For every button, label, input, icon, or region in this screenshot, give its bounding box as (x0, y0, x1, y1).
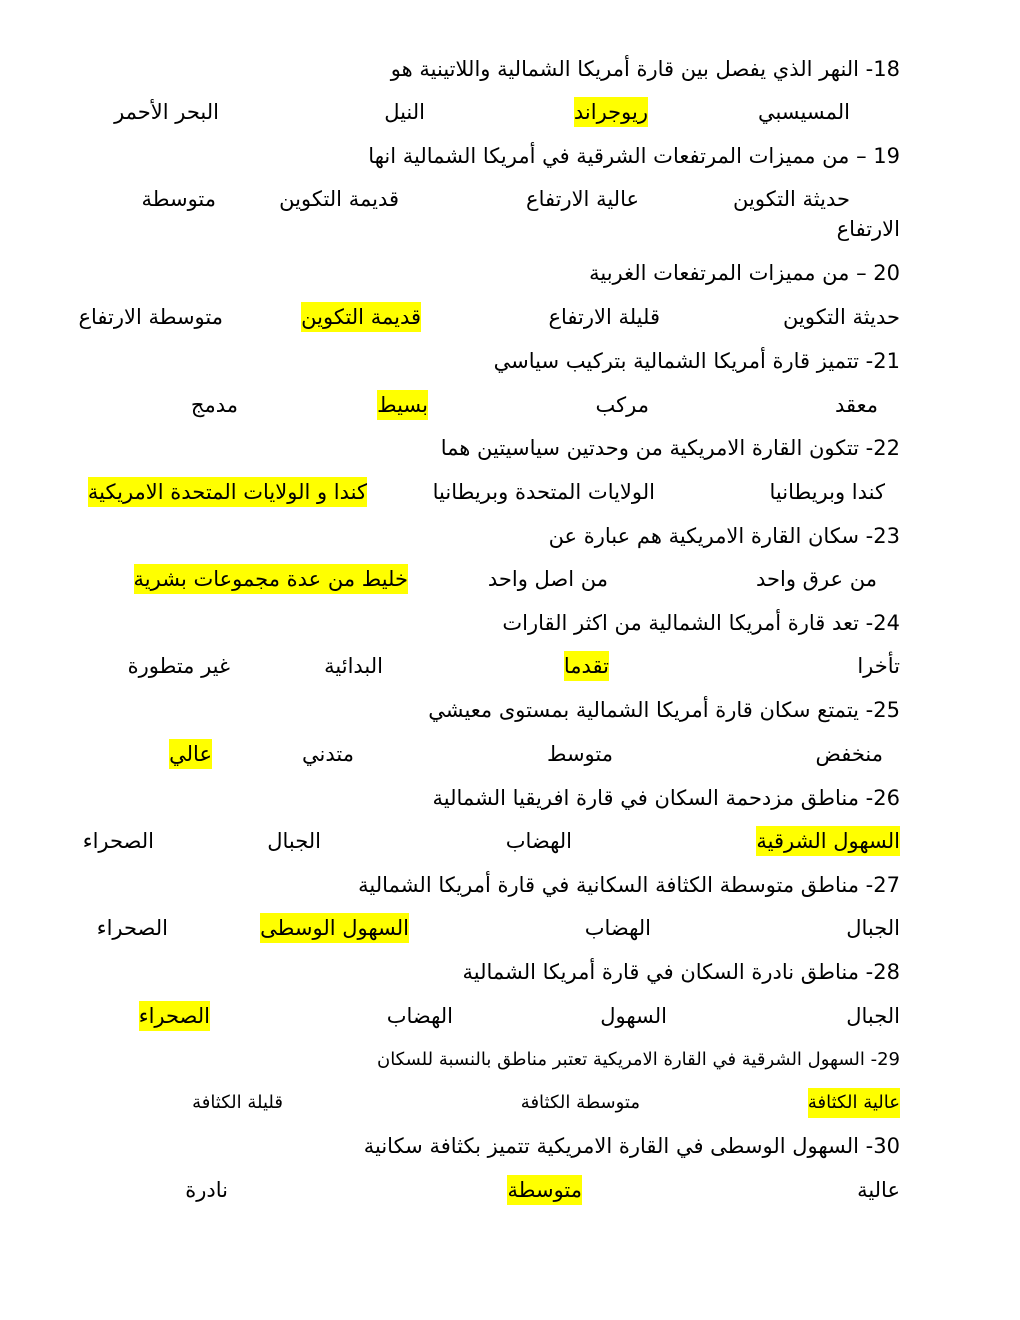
option-26-3: الجبال (267, 829, 321, 853)
question-22: 22- تتكون القارة الامريكية من وحدتين سياسيتين هما (440, 436, 900, 460)
option-27-4: الصحراء (96, 916, 168, 940)
option-22-1: كندا وبريطانيا (769, 480, 885, 504)
option-23-3-answer: خليط من عدة مجموعات بشرية (134, 564, 408, 594)
option-19-4: متوسطة (141, 187, 216, 211)
option-29-3: قليلة الكثافة (192, 1092, 283, 1113)
option-19-4-wrap: الارتفاع (836, 217, 900, 241)
option-28-1: الجبال (846, 1004, 900, 1028)
option-19-1: حديثة التكوين (733, 187, 850, 211)
option-24-2-answer: تقدما (564, 651, 609, 681)
option-25-3: متدني (302, 742, 354, 766)
question-29: 29- السهول الشرقية في القارة الامريكية تعتبر مناطق بالنسبة للسكان (376, 1049, 900, 1070)
option-20-4: متوسطة الارتفاع (78, 305, 223, 329)
option-29-2: متوسطة الكثافة (520, 1092, 640, 1113)
option-20-2: قليلة الارتفاع (548, 305, 660, 329)
question-19: 19 – من مميزات المرتفعات الشرقية في أمريكا الشمالية انها (368, 144, 900, 168)
option-21-2: مركب (595, 393, 649, 417)
question-28: 28- مناطق نادرة السكان في قارة أمريكا الشمالية (462, 960, 900, 984)
question-24: 24- تعد قارة أمريكا الشمالية من اكثر القارات (502, 611, 900, 635)
option-25-1: منخفض (815, 742, 883, 766)
option-23-1: من عرق واحد (756, 567, 877, 591)
option-21-4: مدمج (190, 393, 238, 417)
option-28-4-answer: الصحراء (139, 1001, 210, 1031)
option-19-3: قديمة التكوين (279, 187, 399, 211)
option-18-4: البحر الأحمر (114, 100, 219, 124)
option-26-1-answer: السهول الشرقية (756, 826, 900, 856)
option-28-2: السهول (600, 1004, 667, 1028)
option-18-2-answer: ريوجراند (574, 97, 648, 127)
option-25-4-answer: عالي (169, 739, 212, 769)
option-30-2-answer: متوسطة (507, 1175, 582, 1205)
option-20-3-answer: قديمة التكوين (301, 302, 421, 332)
option-27-3-answer: السهول الوسطى (260, 913, 409, 943)
option-26-2: الهضاب (505, 829, 572, 853)
option-30-3: نادرة (185, 1178, 228, 1202)
option-28-3: الهضاب (386, 1004, 453, 1028)
option-24-1: تأخرا (857, 654, 900, 678)
question-26: 26- مناطق مزدحمة السكان في قارة افريقيا الشمالية (432, 786, 900, 810)
question-20: 20 – من مميزات المرتفعات الغربية (589, 261, 900, 285)
question-27: 27- مناطق متوسطة الكثافة السكانية في قارة أمريكا الشمالية (358, 873, 900, 897)
option-18-1: المسيسبي (757, 100, 850, 124)
question-25: 25- يتمتع سكان قارة أمريكا الشمالية بمستوى معيشي (428, 698, 900, 722)
option-19-2: عالية الارتفاع (526, 187, 639, 211)
option-20-1: حديثة التكوين (783, 305, 900, 329)
question-21: 21- تتميز قارة أمريكا الشمالية بتركيب سياسي (493, 349, 900, 373)
option-24-4: غير متطورة (127, 654, 230, 678)
option-22-2: الولايات المتحدة وبريطانيا (432, 480, 655, 504)
option-27-2: الهضاب (584, 916, 651, 940)
option-23-2: من اصل واحد (487, 567, 608, 591)
option-22-3-answer: كندا و الولايات المتحدة الامريكية (88, 477, 367, 507)
option-25-2: متوسط (547, 742, 613, 766)
option-26-4: الصحراء (82, 829, 154, 853)
question-18: 18- النهر الذي يفصل بين قارة أمريكا الشمالية واللاتينية هو (390, 57, 900, 81)
question-23: 23- سكان القارة الامريكية هم عبارة عن (548, 524, 900, 548)
option-29-1-answer: عالية الكثافة (808, 1088, 900, 1118)
option-18-3: النيل (384, 100, 425, 124)
option-24-3: البدائية (324, 654, 383, 678)
question-30: 30- السهول الوسطى في القارة الامريكية تتميز بكثافة سكانية (363, 1134, 900, 1158)
option-21-3-answer: بسيط (377, 390, 428, 420)
option-21-1: معقد (834, 393, 878, 417)
option-30-1: عالية (857, 1178, 900, 1202)
option-27-1: الجبال (846, 916, 900, 940)
